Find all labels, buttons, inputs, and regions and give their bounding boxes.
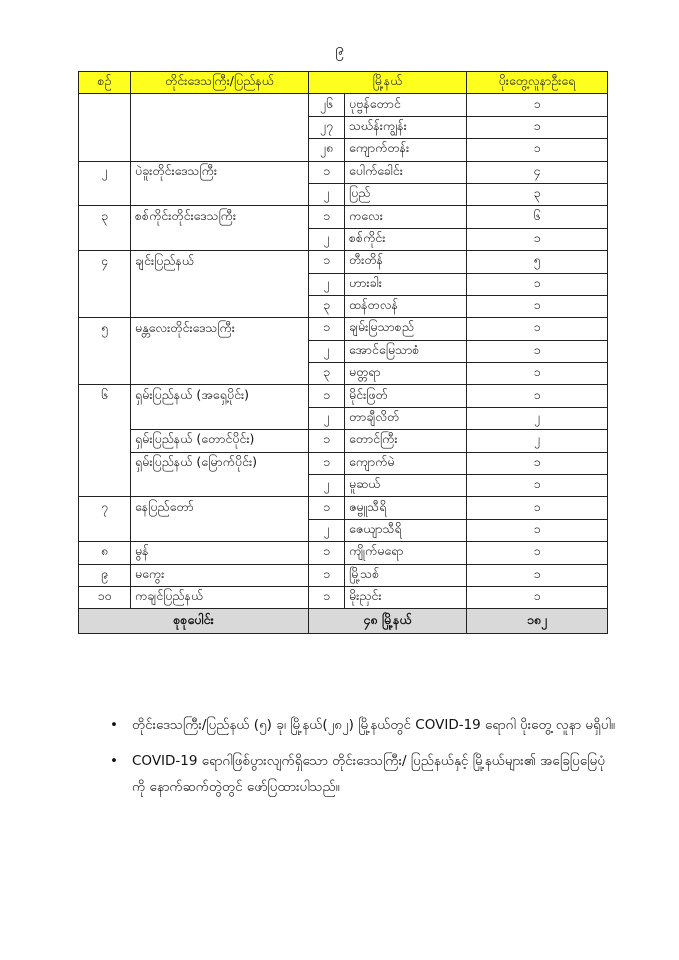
total-label: စုစုပေါင်း [79, 609, 309, 634]
serial-cell: ၉ [79, 564, 131, 586]
table-row [79, 542, 608, 564]
township-cell: မတ္တရာ [345, 363, 467, 385]
township-cell: တောင်ကြီး [345, 430, 467, 452]
serial-cell [79, 295, 131, 317]
case-count-cell: ၃ [467, 183, 608, 205]
case-count-cell: ၂ [467, 430, 608, 452]
region-cell: မန္တလေးတိုင်းဒေသကြီး [131, 318, 309, 340]
township-index-cell: ၁ [309, 251, 345, 273]
township-cell: မိုင်းဖြတ် [345, 385, 467, 407]
note-text: COVID-19 ရောဂါဖြစ်ပွားလျက်ရှိသော တိုင်းဒေသကြီး/ ပြည်နယ်နှင့် မြို့နယ်များ၏ အခြေပြမြေပုံကို နောက်ဆက်တွဲတွင် ဖော်ပြထားပါသည်။ [132, 753, 606, 795]
table-row [79, 586, 608, 608]
table-row [79, 519, 608, 541]
township-index-cell: ၁ [309, 385, 345, 407]
region-cell: စစ်ကိုင်းတိုင်းဒေသကြီး [131, 206, 309, 228]
township-index-cell: ၁ [309, 542, 345, 564]
serial-cell [79, 363, 131, 385]
township-cell: ဇမ္ဗူသီရိ [345, 497, 467, 519]
township-index-cell: ၃ [309, 363, 345, 385]
region-cell [131, 94, 309, 116]
header-region: တိုင်းဒေသကြီး/ပြည်နယ် [131, 72, 309, 94]
region-cell [131, 228, 309, 250]
township-cell: မြို့သစ် [345, 564, 467, 586]
region-cell [131, 139, 309, 161]
serial-cell [79, 273, 131, 295]
township-index-cell: ၂၆ [309, 94, 345, 116]
page-number: ၉ [335, 39, 344, 58]
serial-cell [79, 183, 131, 205]
case-count-cell: ၁ [467, 228, 608, 250]
serial-cell: ၅ [79, 318, 131, 340]
region-cell [131, 340, 309, 362]
township-cell: ကလေး [345, 206, 467, 228]
table-row [79, 161, 608, 183]
region-cell: နေပြည်တော် [131, 497, 309, 519]
serial-cell: ၈ [79, 542, 131, 564]
township-cell: ချမ်းမြသာစည် [345, 318, 467, 340]
region-cell: ရှမ်းပြည်နယ် (မြောက်ပိုင်း) [131, 452, 309, 474]
township-index-cell: ၂ [309, 519, 345, 541]
case-count-cell: ၁ [467, 94, 608, 116]
township-cases-table [78, 71, 608, 634]
township-cell: မိုးညှင်း [345, 586, 467, 608]
table-row [79, 183, 608, 205]
township-index-cell: ၁ [309, 206, 345, 228]
table-row [79, 206, 608, 228]
serial-cell [79, 430, 131, 452]
serial-cell [79, 94, 131, 116]
region-cell [131, 519, 309, 541]
township-cell: ကျောက်မဲ [345, 452, 467, 474]
table-row [79, 340, 608, 362]
township-cell: တီးတိန် [345, 251, 467, 273]
table-row [79, 564, 608, 586]
township-cell: စစ်ကိုင်း [345, 228, 467, 250]
case-count-cell: ၁ [467, 564, 608, 586]
note-item [108, 748, 618, 800]
case-count-cell: ၁ [467, 519, 608, 541]
table-row [79, 497, 608, 519]
township-index-cell: ၃ [309, 295, 345, 317]
township-cell: ကျောက်တန်း [345, 139, 467, 161]
header-serial: စဉ် [79, 72, 131, 94]
case-count-cell: ၆ [467, 206, 608, 228]
serial-cell [79, 475, 131, 497]
region-cell: မွန် [131, 542, 309, 564]
serial-cell [79, 407, 131, 429]
region-cell [131, 183, 309, 205]
case-count-cell: ၁ [467, 318, 608, 340]
table-row [79, 94, 608, 116]
serial-cell: ၂ [79, 161, 131, 183]
region-cell: ချင်းပြည်နယ် [131, 251, 309, 273]
township-index-cell: ၁ [309, 452, 345, 474]
township-index-cell: ၁ [309, 430, 345, 452]
township-index-cell: ၂ [309, 183, 345, 205]
case-count-cell: ၄ [467, 161, 608, 183]
serial-cell [79, 340, 131, 362]
region-cell: မကွေး [131, 564, 309, 586]
header-township: မြို့နယ် [309, 72, 467, 94]
case-count-cell: ၁ [467, 273, 608, 295]
township-index-cell: ၁ [309, 318, 345, 340]
township-index-cell: ၁ [309, 497, 345, 519]
township-cell: ဟားခါး [345, 273, 467, 295]
region-cell: ပဲခူးတိုင်းဒေသကြီး [131, 161, 309, 183]
note-item [108, 712, 618, 738]
bullet-icon: • [110, 717, 118, 733]
table-row [79, 116, 608, 138]
total-case-count: ၁၈၂ [467, 609, 608, 634]
case-count-cell: ၁ [467, 385, 608, 407]
serial-cell: ၃ [79, 206, 131, 228]
serial-cell [79, 519, 131, 541]
township-cell: ဇေယျာသီရိ [345, 519, 467, 541]
township-index-cell: ၂၇ [309, 116, 345, 138]
township-cell: ပေါက်ခေါင်း [345, 161, 467, 183]
table-row [79, 273, 608, 295]
total-row [79, 609, 608, 634]
township-cell: ထန်တလန် [345, 295, 467, 317]
region-cell [131, 363, 309, 385]
header-case-count: ပိုးတွေ့လူနာဦးရေ [467, 72, 608, 94]
serial-cell [79, 139, 131, 161]
region-cell: ရှမ်းပြည်နယ် (တောင်ပိုင်း) [131, 430, 309, 452]
table-row [79, 139, 608, 161]
case-count-cell: ၁ [467, 139, 608, 161]
township-index-cell: ၁ [309, 564, 345, 586]
township-cell: မူဆယ် [345, 475, 467, 497]
township-cell: ပုဗ္ဗန်တောင် [345, 94, 467, 116]
region-cell [131, 295, 309, 317]
region-cell [131, 273, 309, 295]
township-cell: သဃ်န်းကျွန်း [345, 116, 467, 138]
township-index-cell: ၁ [309, 161, 345, 183]
table-row [79, 228, 608, 250]
bullet-icon: • [110, 753, 118, 769]
township-cell: အောင်မြေသာစံ [345, 340, 467, 362]
table-row [79, 475, 608, 497]
township-index-cell: ၂ [309, 475, 345, 497]
region-cell: ရှမ်းပြည်နယ် (အရှေ့ပိုင်း) [131, 385, 309, 407]
region-cell: ကချင်ပြည်နယ် [131, 586, 309, 608]
table-row [79, 452, 608, 474]
case-count-cell: ၁ [467, 497, 608, 519]
table-row [79, 363, 608, 385]
table-header-row [79, 72, 608, 94]
table-row [79, 385, 608, 407]
table-row [79, 318, 608, 340]
serial-cell [79, 452, 131, 474]
case-count-cell: ၁ [467, 363, 608, 385]
case-count-cell: ၁ [467, 542, 608, 564]
case-count-cell: ၅ [467, 251, 608, 273]
region-cell [131, 116, 309, 138]
case-count-cell: ၁ [467, 116, 608, 138]
township-index-cell: ၂ [309, 407, 345, 429]
table-row [79, 430, 608, 452]
serial-cell: ၆ [79, 385, 131, 407]
region-cell [131, 407, 309, 429]
serial-cell: ၄ [79, 251, 131, 273]
case-count-cell: ၂ [467, 407, 608, 429]
case-count-cell: ၁ [467, 340, 608, 362]
township-cell: ပြည် [345, 183, 467, 205]
region-cell [131, 475, 309, 497]
township-cell: တာချီလိတ် [345, 407, 467, 429]
table-row [79, 295, 608, 317]
case-count-cell: ၁ [467, 586, 608, 608]
notes-list [108, 712, 618, 810]
serial-cell [79, 116, 131, 138]
table-row [79, 407, 608, 429]
township-index-cell: ၂ [309, 273, 345, 295]
serial-cell: ၁၀ [79, 586, 131, 608]
total-townships: ၄၈ မြို့နယ် [309, 609, 467, 634]
case-count-cell: ၁ [467, 475, 608, 497]
serial-cell [79, 228, 131, 250]
case-count-cell: ၁ [467, 295, 608, 317]
township-index-cell: ၂ [309, 228, 345, 250]
township-index-cell: ၂၈ [309, 139, 345, 161]
township-index-cell: ၁ [309, 586, 345, 608]
note-text: တိုင်းဒေသကြီး/ပြည်နယ် (၅) ခု၊ မြို့နယ်(၂၈၂) မြို့နယ်တွင် COVID-19 ရောဂါ ပိုးတွေ့ လူနာ မရှိပါ။ [132, 717, 615, 733]
table-row [79, 251, 608, 273]
township-cell: ကျိုက်မရော [345, 542, 467, 564]
case-count-cell: ၁ [467, 452, 608, 474]
township-index-cell: ၂ [309, 340, 345, 362]
serial-cell: ၇ [79, 497, 131, 519]
